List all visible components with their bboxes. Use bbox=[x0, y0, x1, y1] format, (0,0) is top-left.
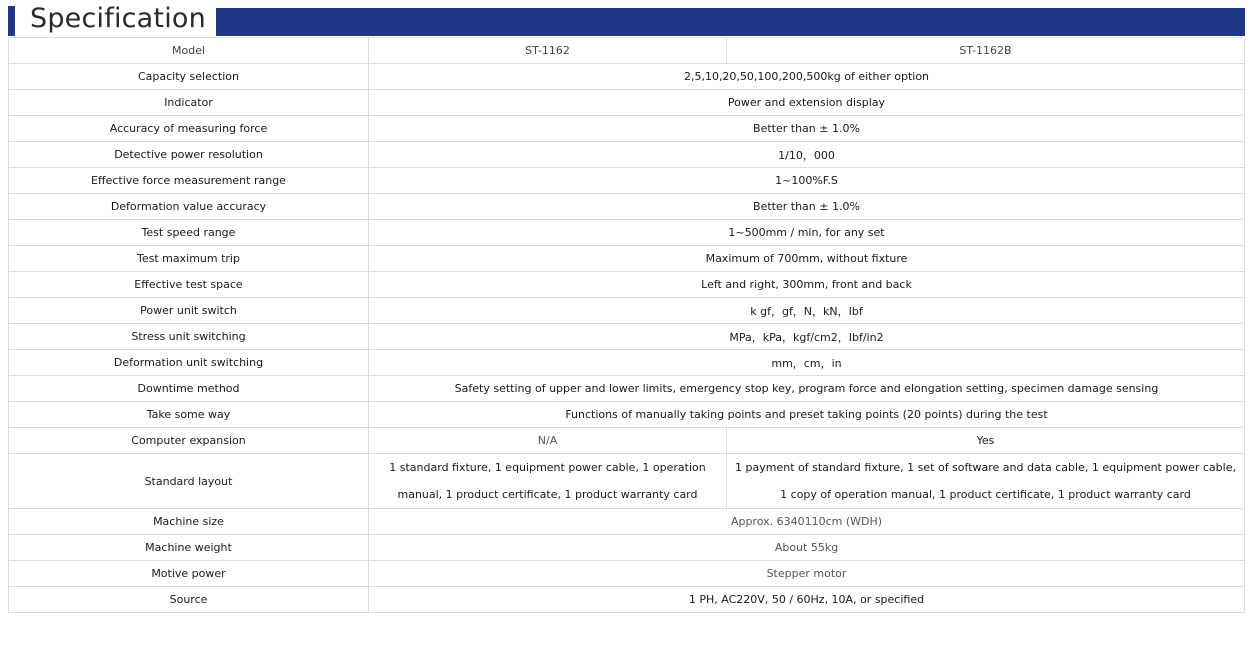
table-row bbox=[9, 116, 1245, 142]
row-value: MPa，kPa，kgf/cm2，Ibf/in2 bbox=[369, 324, 1245, 350]
row-value: Power and extension display bbox=[369, 90, 1245, 116]
row-label: Effective force measurement range bbox=[9, 168, 369, 194]
row-value: 2,5,10,20,50,100,200,500kg of either option bbox=[369, 64, 1245, 90]
row-value: k gf，gf，N，kN，Ibf bbox=[369, 298, 1245, 324]
row-label: Computer expansion bbox=[9, 428, 369, 454]
row-label: Deformation value accuracy bbox=[9, 194, 369, 220]
table-row bbox=[9, 272, 1245, 298]
row-label: Standard layout bbox=[9, 454, 369, 509]
row-label: Accuracy of measuring force bbox=[9, 116, 369, 142]
row-value-b: Yes bbox=[727, 428, 1245, 454]
section-title: Specification bbox=[30, 3, 206, 34]
row-label: Deformation unit switching bbox=[9, 350, 369, 376]
table-row bbox=[9, 509, 1245, 535]
table-header-row bbox=[9, 38, 1245, 64]
table-row bbox=[9, 350, 1245, 376]
header-banner-bar bbox=[216, 8, 1245, 36]
model-a-header: ST-1162 bbox=[369, 38, 727, 64]
model-label: Model bbox=[9, 38, 369, 64]
row-value-b: 1 payment of standard fixture, 1 set of software and data cable, 1 equipment power cable, 1 copy of operation manual, 1 product certificate, 1 product warranty card bbox=[727, 454, 1245, 509]
row-value: 1 PH, AC220V, 50 / 60Hz, 10A, or specified bbox=[369, 587, 1245, 613]
table-row bbox=[9, 298, 1245, 324]
table-row bbox=[9, 402, 1245, 428]
row-value: Better than ± 1.0% bbox=[369, 116, 1245, 142]
model-b-header: ST-1162B bbox=[727, 38, 1245, 64]
section-header bbox=[8, 3, 1245, 36]
table-row bbox=[9, 90, 1245, 116]
row-label: Motive power bbox=[9, 561, 369, 587]
row-value: 1~500mm / min, for any set bbox=[369, 220, 1245, 246]
row-label: Power unit switch bbox=[9, 298, 369, 324]
table-row bbox=[9, 168, 1245, 194]
row-value: 1/10，000 bbox=[369, 142, 1245, 168]
row-value: Left and right, 300mm, front and back bbox=[369, 272, 1245, 298]
row-value: mm，cm，in bbox=[369, 350, 1245, 376]
row-value: 1~100%F.S bbox=[369, 168, 1245, 194]
table-row bbox=[9, 220, 1245, 246]
row-label: Stress unit switching bbox=[9, 324, 369, 350]
table-row-standard-layout bbox=[9, 454, 1245, 509]
row-label: Indicator bbox=[9, 90, 369, 116]
table-row bbox=[9, 246, 1245, 272]
row-value-a: N/A bbox=[369, 428, 727, 454]
row-label: Detective power resolution bbox=[9, 142, 369, 168]
table-row bbox=[9, 535, 1245, 561]
table-row-computer-expansion bbox=[9, 428, 1245, 454]
specification-table bbox=[8, 37, 1245, 613]
row-label: Downtime method bbox=[9, 376, 369, 402]
row-value: About 55kg bbox=[369, 535, 1245, 561]
row-value: Better than ± 1.0% bbox=[369, 194, 1245, 220]
row-label: Effective test space bbox=[9, 272, 369, 298]
row-label: Test speed range bbox=[9, 220, 369, 246]
row-value: Stepper motor bbox=[369, 561, 1245, 587]
row-value: Safety setting of upper and lower limits, emergency stop key, program force and elongation setting, specimen damage sensing bbox=[369, 376, 1245, 402]
header-accent-bar bbox=[8, 6, 15, 36]
table-row bbox=[9, 64, 1245, 90]
table-row bbox=[9, 587, 1245, 613]
row-label: Machine weight bbox=[9, 535, 369, 561]
table-row bbox=[9, 142, 1245, 168]
row-value-a: 1 standard fixture, 1 equipment power cable, 1 operation manual, 1 product certificate, 1 product warranty card bbox=[369, 454, 727, 509]
row-label: Machine size bbox=[9, 509, 369, 535]
row-label: Source bbox=[9, 587, 369, 613]
row-label: Capacity selection bbox=[9, 64, 369, 90]
row-value: Approx. 6340110cm (WDH) bbox=[369, 509, 1245, 535]
row-label: Take some way bbox=[9, 402, 369, 428]
row-value: Maximum of 700mm, without fixture bbox=[369, 246, 1245, 272]
row-label: Test maximum trip bbox=[9, 246, 369, 272]
table-row bbox=[9, 194, 1245, 220]
table-row bbox=[9, 376, 1245, 402]
table-row bbox=[9, 324, 1245, 350]
table-row bbox=[9, 561, 1245, 587]
row-value: Functions of manually taking points and preset taking points (20 points) during the test bbox=[369, 402, 1245, 428]
